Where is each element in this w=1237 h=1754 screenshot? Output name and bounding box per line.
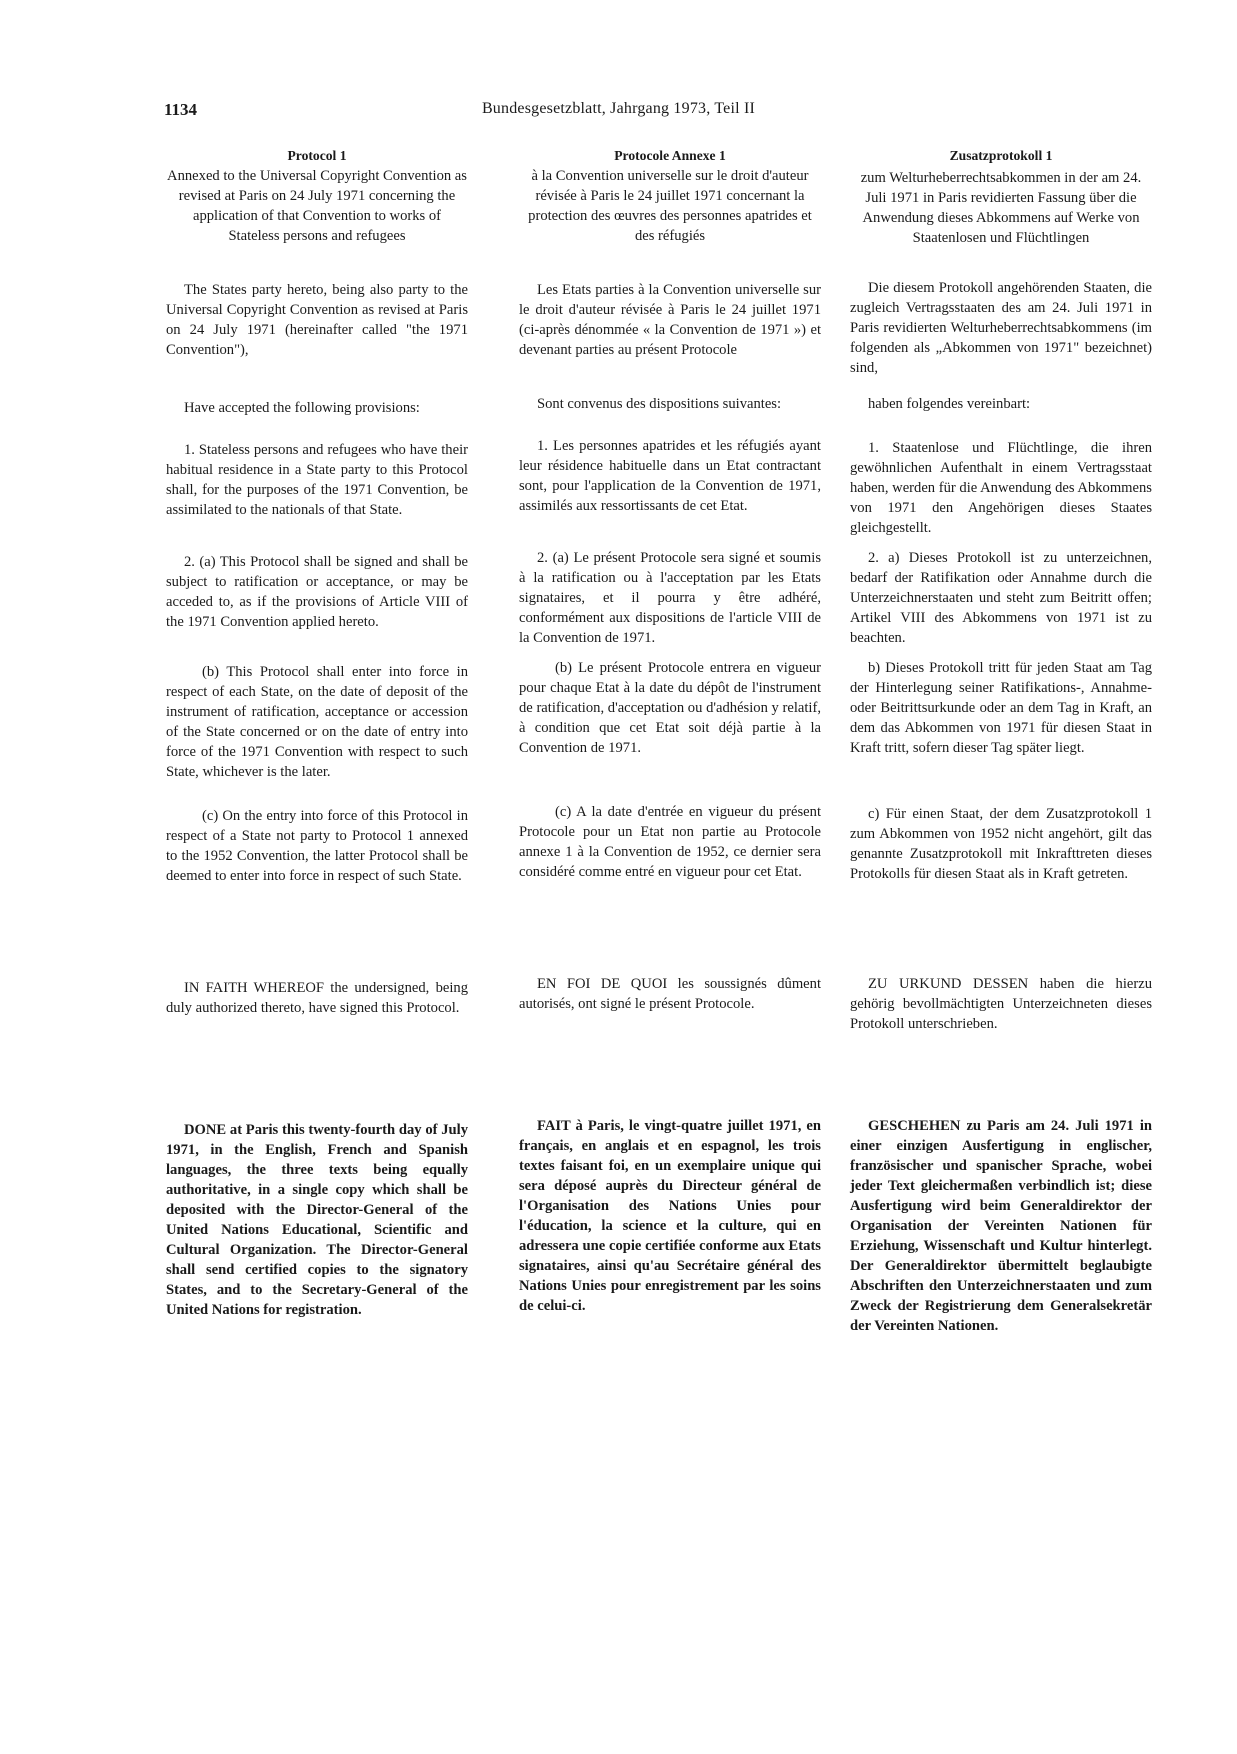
in-faith-clause: EN FOI DE QUOI les soussignés dûment autorisés, ont signé le présent Protocole. (519, 976, 821, 1012)
provision-2c: (c) A la date d'entrée en vigueur du présent Protocole pour un Etat non partie au Protocole annexe 1 à la Convention de 1952, ce dernier sera considéré comme entré en vigueur pour cet Etat. (519, 804, 821, 880)
protocol-title: Protocole Annexe 1 (614, 148, 726, 163)
provision-2c: c) Für einen Staat, der dem Zusatzprotokoll 1 zum Abkommen von 1952 nicht angehört, gilt das genannte Zusatzprotokoll mit Inkrafttreten dieses Protokolls für diesen Staat als in Kraft getreten. (850, 806, 1152, 882)
running-header: Bundesgesetzblatt, Jahrgang 1973, Teil II (481, 100, 756, 117)
provision-1: 1. Staatenlose und Flüchtlinge, die ihren gewöhnlichen Aufenthalt in einem Vertragsstaat haben, werden für die Anwendung des Abkommens von 1971 den Angehörigen dieses Staates gleichgestellt. (850, 440, 1152, 536)
provision-2a: 2. (a) This Protocol shall be signed and shall be subject to ratification or acceptance, or may be acceded to, as if the provisions of Article VIII of the 1971 Convention applied hereto. (166, 554, 468, 630)
protocol-subtitle: à la Convention universelle sur le droit d'auteur révisée à Paris le 24 juillet 1971 concernant la protection des œuvres des personnes apatrides et des réfugiés (528, 168, 812, 244)
provision-2a: 2. (a) Le présent Protocole sera signé et soumis à la ratification ou à l'acceptation par les Etats signataires, et il pourra y être adhéré, conformément aux dispositions de l'article VIII de la Convention de 1971. (519, 550, 821, 646)
preamble: The States party hereto, being also party to the Universal Copyright Convention as revised at Paris on 24 July 1971 (hereinafter called "the 1971 Convention"), (166, 282, 468, 358)
provision-2c: (c) On the entry into force of this Protocol in respect of a State not party to Protocol 1 annexed to the 1952 Convention, the latter Protocol shall be deemed to enter into force in respect of such State. (166, 808, 468, 884)
preamble: Les Etats parties à la Convention universelle sur le droit d'auteur révisée à Paris le 24 juillet 1971 (ci-après dénommée « la Convention de 1971 ») et devenant parties au présent Protocole (519, 282, 821, 358)
protocol-subtitle: zum Welturheberrechtsabkommen in der am 24. Juli 1971 in Paris revidierten Fassung über die Anwendung dieses Abkommens auf Werke von Staatenlosen und Flüchtlingen (860, 170, 1142, 246)
protocol-title: Zusatzprotokoll 1 (949, 148, 1053, 163)
done-clause: GESCHEHEN zu Paris am 24. Juli 1971 in einer einzigen Ausfertigung in englischer, französischer und spanischer Sprache, wobei jeder Text gleichermaßen verbindlich ist; diese Ausfertigung wird beim Generaldirektor der Organisation der Vereinten Nationen für Erziehung, Wissenschaft und Kultur hinterlegt. Der Generaldirektor übermittelt beglaubigte Abschriften den Unterzeichnerstaaten und zum Zweck der Registrierung dem Generalsekretär der Vereinten Nationen. (850, 1118, 1152, 1334)
protocol-title: Protocol 1 (287, 148, 347, 163)
agreement-line: Have accepted the following provisions: (184, 400, 420, 416)
provision-2b: (b) Le présent Protocole entrera en vigueur pour chaque Etat à la date du dépôt de l'instrument de ratification, d'acceptation ou d'adhésion y relatif, à condition que cet Etat soit déjà partie à la Convention de 1971. (519, 660, 821, 756)
page-number: 1134 (164, 100, 198, 119)
done-clause: DONE at Paris this twenty-fourth day of July 1971, in the English, French and Spanish languages, the three texts being equally authoritative, in a single copy which shall be deposited with the Director-General of the United Nations Educational, Scientific and Cultural Organization. The Director-General shall send certified copies to the signatory States, and to the Secretary-General of the United Nations for registration. (166, 1122, 468, 1318)
provision-2b: b) Dieses Protokoll tritt für jeden Staat am Tag der Hinterlegung seiner Ratifikations-, Annahme- oder Beitrittsurkunde oder an dem Tag in Kraft, an dem das Abkommen von 1971 für diesen Staat in Kraft tritt, sofern dieser Tag später liegt. (850, 660, 1152, 756)
preamble: Die diesem Protokoll angehörenden Staaten, die zugleich Vertragsstaaten des am 24. Juli 1971 in Paris revidierten Welturheberrechtsabkommens (im folgenden als „Abkommen von 1971" bezeichnet) sind, (850, 280, 1152, 376)
provision-1: 1. Les personnes apatrides et les réfugiés ayant leur résidence habituelle dans un Etat contractant sont, pour l'application de la Convention de 1971, assimilés aux ressortissants de cet Etat. (519, 438, 821, 514)
provision-2a: 2. a) Dieses Protokoll ist zu unterzeichnen, bedarf der Ratifikation oder Annahme durch die Unterzeichnerstaaten und steht zum Beitritt offen; Artikel VIII des Abkommens von 1971 ist zu beachten. (850, 550, 1152, 646)
agreement-line: haben folgendes vereinbart: (868, 396, 1031, 412)
protocol-subtitle: Annexed to the Universal Copyright Convention as revised at Paris on 24 July 1971 concerning the application of that Convention to works of Stateless persons and refugees (167, 168, 467, 244)
provision-1: 1. Stateless persons and refugees who have their habitual residence in a State party to this Protocol shall, for the purposes of the 1971 Convention, be assimilated to the nationals of that State. (166, 442, 468, 518)
in-faith-clause: IN FAITH WHEREOF the undersigned, being duly authorized thereto, have signed this Protocol. (166, 980, 468, 1016)
provision-2b: (b) This Protocol shall enter into force in respect of each State, on the date of deposit of the instrument of ratification, acceptance or accession of the State concerned or on the date of entry into force of the 1971 Convention with respect to such State, whichever is the later. (166, 664, 468, 780)
in-faith-clause: ZU URKUND DESSEN haben die hierzu gehörig bevollmächtigten Unterzeichneten dieses Protokoll unterschrieben. (850, 976, 1152, 1032)
agreement-line: Sont convenus des dispositions suivantes: (537, 396, 782, 412)
done-clause: FAIT à Paris, le vingt-quatre juillet 1971, en français, en anglais et en espagnol, les trois textes faisant foi, en un exemplaire unique qui sera déposé auprès du Directeur général de l'Organisation des Nations Unies pour l'éducation, la science et la culture, qui en adressera une copie certifiée conforme aux Etats signataires, ainsi qu'au Secrétaire général des Nations Unies pour enregistrement par les soins de celui-ci. (519, 1118, 821, 1314)
